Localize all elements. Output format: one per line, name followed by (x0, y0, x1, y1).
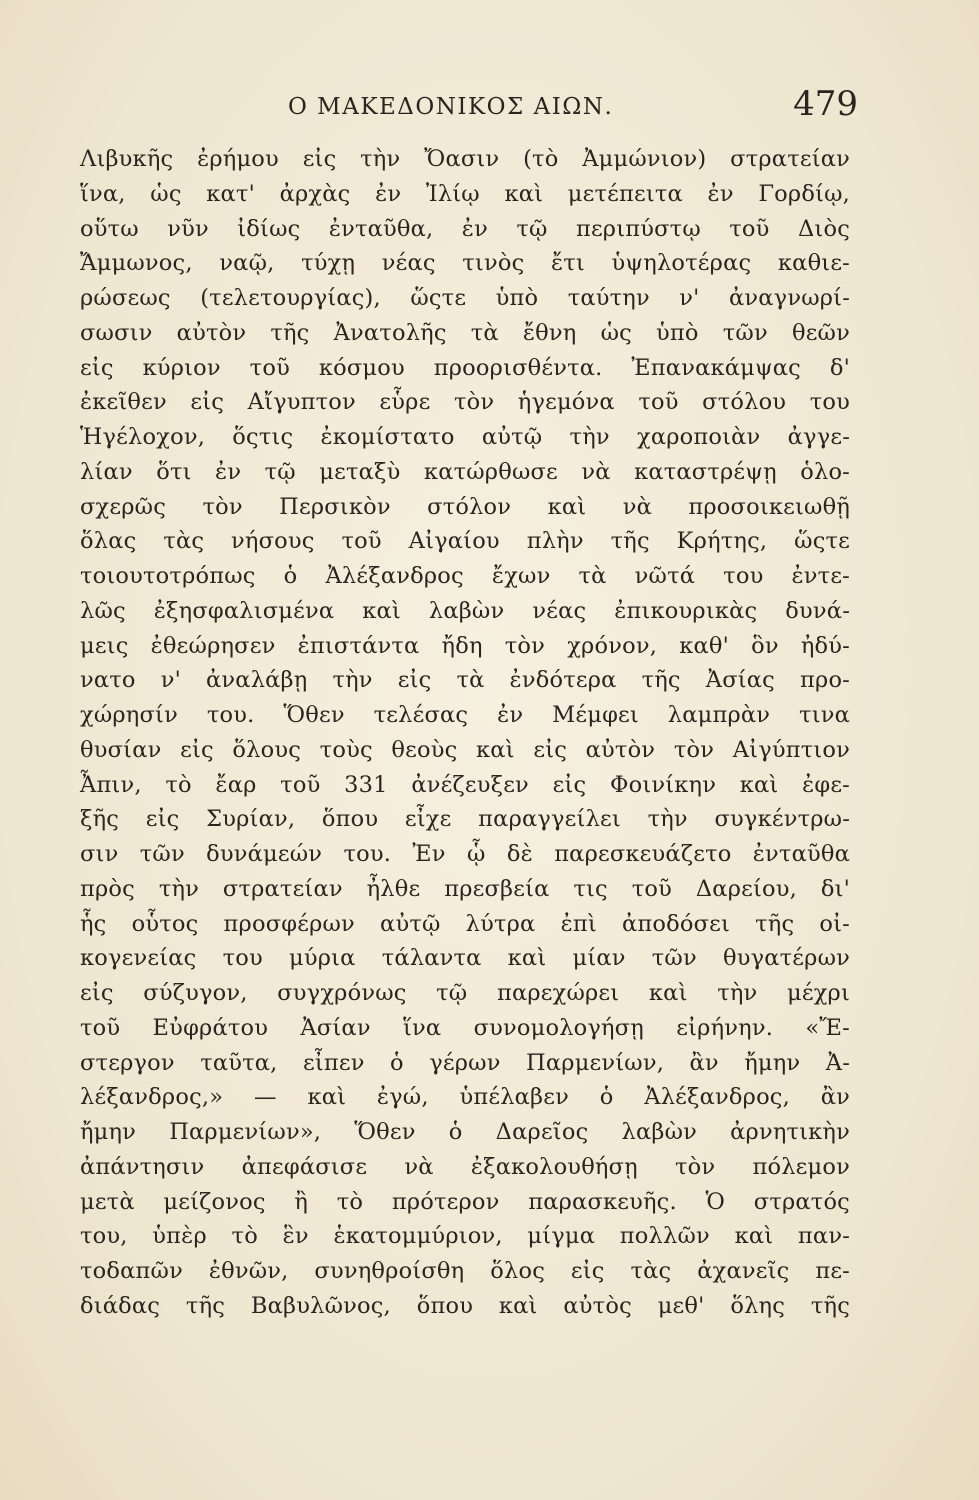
text-line: νατο ν' ἀναλάβῃ τὴν εἰς τὰ ἐνδότερα τῆς Ἀσίας προ- (80, 667, 850, 694)
text-line: του, ὑπὲρ τὸ ἓν ἑκατομμύριον, μίγμα πολλῶν καὶ παν- (80, 1223, 850, 1250)
text-line: λέξανδρος,» — καὶ ἐγώ, ὑπέλαβεν ὁ Ἀλέξανδρος, ἂν (80, 1084, 850, 1111)
text-line: πρὸς τὴν στρατείαν ἦλθε πρεσβεία τις τοῦ Δαρείου, δι' (80, 875, 850, 902)
text-line: Λιβυκῆς ἐρήμου εἰς τὴν Ὄασιν (τὸ Ἀμμώνιον) στρατείαν (80, 146, 850, 172)
running-head (80, 84, 858, 124)
page-number: 479 (793, 84, 858, 124)
text-line: μεις ἐθεώρησεν ἐπιστάντα ἤδη τὸν χρόνον, καθ' ὃν ἠδύ- (80, 632, 850, 659)
text-line: Ἡγέλοχον, ὅςτις ἐκομίστατο αὐτῷ τὴν χαροποιὰν ἀγγε- (80, 424, 850, 450)
text-line: μετὰ μείζονος ἢ τὸ πρότερον παρασκευῆς. Ὁ στρατός (80, 1188, 850, 1215)
text-line: Ἆπιν, τὸ ἔαρ τοῦ 331 ἀνέζευξεν εἰς Φοινίκην καὶ ἐφε- (80, 771, 850, 798)
text-line: διάδας τῆς Βαβυλῶνος, ὅπου καὶ αὐτὸς μεθ' ὅλης τῆς (80, 1292, 850, 1319)
body-text (80, 142, 850, 1324)
text-line: ἧς οὗτος προσφέρων αὐτῷ λύτρα ἐπὶ ἀποδόσει τῆς οἰ- (80, 910, 850, 937)
text-line: χώρησίν του. Ὅθεν τελέσας ἐν Μέμφει λαμπρὰν τινα (80, 702, 850, 728)
text-line: σιν τῶν δυνάμεών του. Ἐν ᾧ δὲ παρεσκευάζετο ἐνταῦθα (80, 841, 850, 867)
text-line: ὅλας τὰς νήσους τοῦ Αἰγαίου πλὴν τῆς Κρήτης, ὥςτε (80, 528, 850, 555)
text-line: σωσιν αὐτὸν τῆς Ἀνατολῆς τὰ ἔθνη ὡς ὑπὸ τῶν θεῶν (80, 319, 850, 346)
text-line: λῶς ἐξησφαλισμένα καὶ λαβὼν νέας ἐπικουρικὰς δυνά- (80, 597, 850, 624)
text-line: ρώσεως (τελετουργίας), ὥςτε ὑπὸ ταύτην ν' ἀναγνωρί- (80, 285, 850, 311)
text-line: εἰς σύζυγον, συγχρόνως τῷ παρεχώρει καὶ τὴν μέχρι (80, 980, 850, 1006)
text-line: εἰς κύριον τοῦ κόσμου προορισθέντα. Ἐπανακάμψας δ' (80, 354, 850, 381)
text-line: ἀπάντησιν ἀπεφάσισε νὰ ἐξακολουθήσῃ τὸν πόλεμον (80, 1153, 850, 1180)
text-line: ἐκεῖθεν εἰς Αἴγυπτον εὗρε τὸν ἡγεμόνα τοῦ στόλου του (80, 389, 850, 416)
text-line: οὕτω νῦν ἰδίως ἐνταῦθα, ἐν τῷ περιπύστῳ τοῦ Διὸς (80, 215, 850, 242)
text-line: λίαν ὅτι ἐν τῷ μεταξὺ κατώρθωσε νὰ καταστρέψῃ ὁλο- (80, 458, 850, 485)
text-line: θυσίαν εἰς ὅλους τοὺς θεοὺς καὶ εἰς αὐτὸν τὸν Αἰγύπτιον (80, 736, 850, 763)
text-line: Ἄμμωνος, ναῷ, τύχῃ νέας τινὸς ἔτι ὑψηλοτέρας καθιε- (80, 250, 850, 277)
text-line: σχερῶς τὸν Περσικὸν στόλον καὶ νὰ προσοικειωθῇ (80, 493, 850, 520)
text-line: τοδαπῶν ἐθνῶν, συνηθροίσθη ὅλος εἰς τὰς ἀχανεῖς πε- (80, 1258, 850, 1284)
text-line: ἵνα, ὡς κατ' ἀρχὰς ἐν Ἰλίῳ καὶ μετέπειτα ἐν Γορδίῳ, (80, 180, 850, 207)
text-line: ξῆς εἰς Συρίαν, ὅπου εἶχε παραγγείλει τὴν συγκέντρω- (80, 806, 850, 833)
running-title: Ο ΜΑΚΕΔΟΝΙΚΟΣ ΑΙΩΝ. (288, 94, 614, 120)
text-line: τοῦ Εὐφράτου Ἀσίαν ἵνα συνομολογήσῃ εἰρήνην. «Ἔ- (80, 1014, 850, 1041)
text-line: ἤμην Παρμενίων», Ὅθεν ὁ Δαρεῖος λαβὼν ἀρνητικὴν (80, 1119, 850, 1145)
text-line: κογενείας του μύρια τάλαντα καὶ μίαν τῶν θυγατέρων (80, 945, 850, 972)
text-line: τοιουτοτρόπως ὁ Ἀλέξανδρος ἔχων τὰ νῶτά του ἐντε- (80, 563, 850, 589)
text-line: στεργον ταῦτα, εἶπεν ὁ γέρων Παρμενίων, ἂν ἤμην Ἀ- (80, 1049, 850, 1076)
